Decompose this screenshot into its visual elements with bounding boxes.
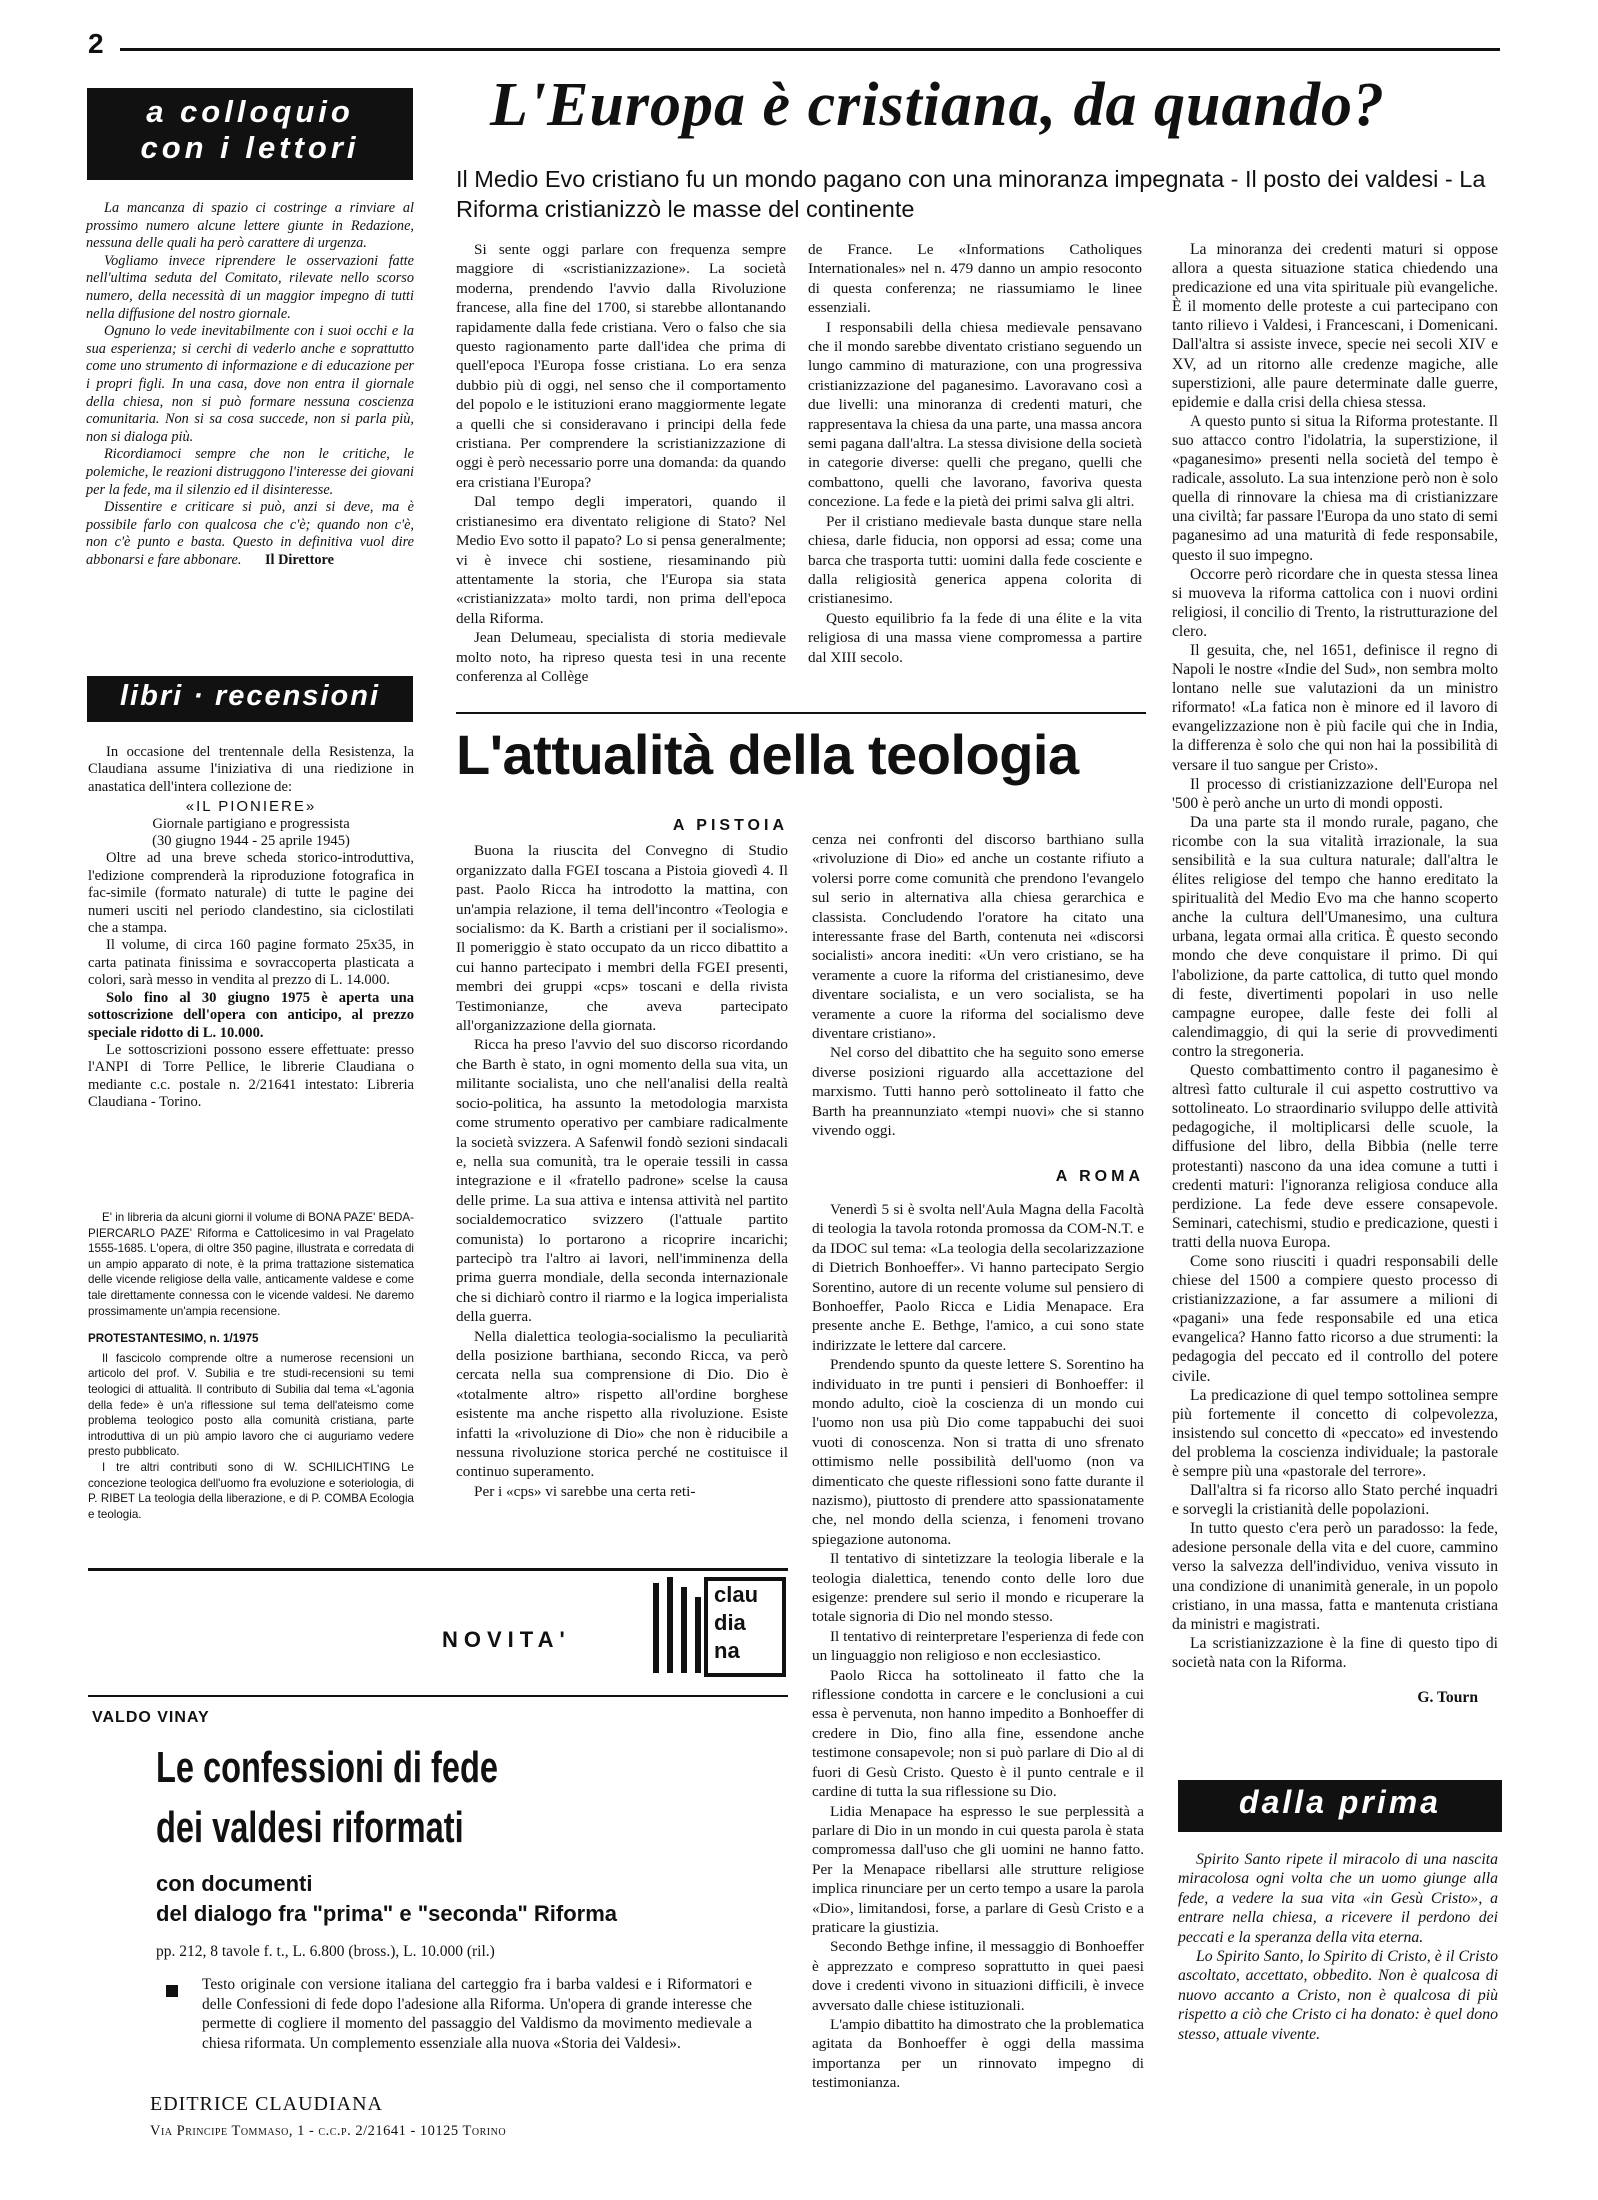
teologia-column-1 [456, 816, 788, 1501]
libri-paragraph: Il volume, di circa 160 pagine formato 25x35, in carta patinata finissima e sovraccoperta plasticata a colori, sarà messo in vendita al prezzo di L. 14.000. [88, 937, 414, 989]
europa-paragraph: Come sono riusciti i quadri responsabili delle chiese del 1500 a compiere questo processo di cristianizzazione, a far assumere a milioni di «pagani» una fede responsabile ed una etica evangelica? Hanno fatto ricorso a due strumenti: la pedagogia del peccato ed il controllo del potere civile. [1172, 1252, 1498, 1385]
teologia-paragraph: Lidia Menapace ha espresso le sue perplessità a parlare di Dio in un mondo in cui questa parola è stata compromessa dall'uso che gli uomini ne hanno fatto. Per la Menapace ribellarsi alle strutture religiose implica rinunciare per un certo tempo a usare la parola «Dio», limitandosi, forse, a parlare di Gesù Cristo e a praticare la giustizia. [812, 1802, 1144, 1936]
colloquio-paragraph: Vogliamo invece riprendere le osservazioni fatte nell'ultima seduta del Comitato, rilevate nello scorso numero, della necessità di un maggior impegno di tutti nella diffusione del nostro giornale. [86, 252, 414, 322]
colloquio-header-line2: con i lettori [140, 130, 360, 165]
claudiana-logo-line: clau [714, 1582, 759, 1607]
libri-header [87, 676, 413, 722]
europa-paragraph: Dal tempo degli imperatori, quando il cristianesimo era diventato religione di Stato? Nel Medio Evo sotto il papato? Lo si pensa generalmente; vi è invece chi sostiene, riesaminando più attentamente la storia, che l'Europa sia stata «cristianizzata» molto tardi, non prima dell'epoca della Riforma. [456, 493, 786, 627]
teologia-column-2 [812, 830, 1144, 2093]
advert-bullet [166, 1985, 178, 1997]
teologia-paragraph: cenza nei confronti del discorso barthiano sulla «rivoluzione di Dio» ed anche un costante rifiuto a volersi porre come comunità che prendono l'evangelo sul serio in alternativa alla chiesa gerarchica e classista. Concludendo l'oratore ha citato una interessante frase del Barth, contenuta nei «discorsi socialisti» ancora inediti: «Un vero cristiano, se ha veramente a cuore la riforma del cristianesimo, deve diventare socialista, e un vero socialista, se ha veramente a cuore la riforma del socialismo deve diventare cristiano». [812, 831, 1144, 1043]
teologia-headline: L'attualità della teologia [456, 723, 1079, 786]
libri-small-paragraph: I tre altri contributi sono di W. SCHILICHTING Le concezione teologica dell'uomo fra evoluzione e soteriologia, di P. RIBET La teologia della liberazione, e di P. COMBA Ecologia e teologia. [88, 1460, 414, 1521]
libri-paragraph: Le sottoscrizioni possono essere effettuate: presso l'ANPI di Torre Pellice, le librerie Claudiana o mediante c.c. postale n. 2/21641 intestato: Libreria Claudiana - Torino. [88, 1041, 414, 1111]
europa-paragraph: Questo equilibrio fa la fede di una élite e la vita religiosa di una massa viene compromessa a partire dal XIII secolo. [808, 609, 1142, 666]
colloquio-header [87, 88, 413, 180]
dalla-prima-body [1178, 1850, 1498, 2044]
colloquio-paragraph: La mancanza di spazio ci costringe a rinviare al prossimo numero alcune lettere giunte in Redazione, nessuna delle quali ha però carattere di urgenza. [86, 200, 414, 252]
advert-author: VALDO VINAY [92, 1709, 210, 1726]
claudiana-logo-line: dia [714, 1610, 746, 1635]
colloquio-paragraph: Ognuno lo vede inevitabilmente con i suoi occhi e la sua esperienza; si cerchi di vederlo anche e soprattutto come uno strumento di informazione e di educazione per i propri figli. In una casa, dove non entra il giornale della chiesa, non si può formare nessuna coscienza comunitaria. Non si sa cosa succede, non si parla più, non si dialoga più. [86, 323, 414, 445]
libri-small-paragraph: E' in libreria da alcuni giorni il volume di BONA PAZE' BEDA-PIERCARLO PAZE' Riforma e Cattolicesimo in val Pragelato 1555-1685. L'opera, di oltre 350 pagine, illustrata e corredata di un ampio apparato di note, è la prima trattazione sistematica delle vicende religiose della valle, anticamente valdese e come tale direttamente connessa con le vicende valdesi. Ne daremo prossimamente un'ampia recensione. [88, 1211, 414, 1318]
teologia-paragraph: Nel corso del dibattito che ha seguito sono emerse diverse posizioni riguardo alla accettazione del marxismo. Tutti hanno però sottolineato il fatto che Barth ha preannunziato «tempi nuovi» che si stanno vivendo oggi. [812, 1044, 1144, 1140]
europa-headline: L'Europa è cristiana, da quando? [490, 71, 1385, 139]
teologia-paragraph: Ricca ha preso l'avvio del suo discorso ricordando che Barth è stato, in ogni momento della sua vita, un militante socialista, uno che nell'analisi della realtà socio-politica, ha assunto la metodologia marxista come strumento operativo per cambiare radicalmente la società svizzera. A Safenwil fondò sezioni sindacali e, nella sua comunità, tra le operaie tessili in cassa integrazione e il «fratello padrone» scelse la causa delle prime. La sua attiva e intensa attività nel partito socialdemocratico svizzero (l'attuale partito comunista) lo portarono a ricoprire incarichi; partecipò tra l'altro ai lavori, nell'imminenza della prima guerra mondiale, della seconda internazionale che si dichiarò contro il riarmo e la logica imperialista della guerra. [456, 1036, 788, 1326]
roma-heading: A ROMA [1055, 1167, 1144, 1185]
advert-title-line1: Le confessioni di fede [156, 1743, 498, 1792]
colloquio-paragraph: Ricordiamoci sempre che non le critiche, le polemiche, le reazioni distruggono l'interesse dei giovani per la fede, ma il silenzio ed il disinteresse. [86, 446, 414, 498]
europa-paragraph: Da una parte sta il mondo rurale, pagano, che ricombe con la sua vitalità irrazionale, la sua sensibilità e la sua cultura naturale; dall'altra le élites religiose del tempo che hanno ereditato la spiritualità del Medio Evo ma che hanno scoperto anche la cultura dell'Umanesimo, una cultura urbana, legata ormai alla critica. È questo secondo mondo che deve conquistare il primo. Di qui l'abolizione, da parte cattolica, di tutto quel mondo di feste, divertimenti popolari in uso nelle campagne europee, dalle feste dei folli al calendimaggio, di qui la serie di provvedimenti contro la stregoneria. [1172, 813, 1498, 1060]
libri-pioniere-title: «IL PIONIERE» [185, 798, 317, 816]
europa-paragraph: La predicazione di quel tempo sottolinea sempre più fortemente il concetto di colpevolezza, insistendo sul concetto di «peccato» ed investendo del problema la coscienza individuale; la pastorale è sempre più una «pastorale del terrore». [1172, 1386, 1498, 1480]
libri-pioniere-dates: (30 giugno 1944 - 25 aprile 1945) [152, 833, 350, 850]
top-rule [120, 48, 1500, 51]
teologia-paragraph: Il tentativo di sintetizzare la teologia liberale e la teologia dialettica, tenendo conto delle loro due esigenze: prendere sul serio il mondo e ricuperare la totale signoria di Dio nel mondo stesso. [812, 1550, 1144, 1626]
advert-title-line2: dei valdesi riformati [156, 1803, 464, 1852]
page-number: 2 [88, 28, 104, 59]
europa-subhead: Il Medio Evo cristiano fu un mondo pagano con una minoranza impegnata - Il posto dei valdesi - La Riforma cristianizzò le masse del continente [456, 166, 1486, 222]
dalla-prima-header-text: dalla prima [1239, 1784, 1441, 1820]
teologia-paragraph: Buona la riuscita del Convegno di Studio organizzato dalla FGEI toscana a Pistoia giovedì 4. Il past. Paolo Ricca ha introdotto la mattina, con un'ampia relazione, il tema dell'incontro «Teologia e socialismo: da K. Barth a cristiani per il socialismo». Il pomeriggio è stato occupato da un ricco dibattito a cui hanno partecipato i membri della FGEI presenti, membri dei gruppi «cps» toscani e della rivista Testimonianze, che aveva partecipato all'organizzazione della giornata. [456, 842, 788, 1035]
europa-column-1 [456, 240, 786, 686]
europa-paragraph: I responsabili della chiesa medievale pensavano che il mondo sarebbe diventato cristiano seguendo un lungo cammino di maturazione, con una progressiva cristianizzazione del paganesimo. Lavoravano così a due livelli: una minoranza di credenti maturi, che rappresentava la chiesa da una parte, una massa ancora semi pagana dall'altra. La stessa divisione della società in categorie diverse: quelli che pregano, quelli che combattono, quelli che lavorano, favoriva questa concezione. La fede e la pietà dei primi salva gli altri. [808, 318, 1142, 511]
advert-subtitle-line2: del dialogo fra "prima" e "seconda" Riforma [156, 1901, 618, 1926]
dalla-prima-paragraph: Spirito Santo ripete il miracolo di una nascita miracolosa ogni volta che un uomo giunge alla fede, a vedere la sua vita «in Gesù Cristo», a entrare nella chiesa, a ricevere il perdono dei peccati e la speranza della vita eterna. [1178, 1851, 1498, 1946]
advert-specs: pp. 212, 8 tavole f. t., L. 6.800 (bross.), L. 10.000 (ril.) [156, 1943, 495, 1960]
europa-paragraph: Questo combattimento contro il paganesimo è altresì fatto culturale il cui aspetto costruttivo va sottolineato. Lo straordinario sviluppo delle attività pedagogiche, il moltiplicarsi delle scuole, la diffusione del libro, della Bibbia (nelle terre protestanti) nascono da una idea comune a tutti i credenti maturi: l'ignoranza religiosa conduce alla perdizione. La fede deve essere consapevole. Seminari, catechismi, studio e predicazione, questi i tratti della nuova Europa. [1172, 1062, 1498, 1251]
advert-rule [88, 1695, 788, 1697]
wheat-icon [648, 1577, 704, 1677]
europa-paragraph: de France. Le «Informations Catholiques Internationales» nel n. 479 danno un ampio resoconto di questa conferenza; ne riassumiamo le linee essenziali. [808, 241, 1142, 317]
claudiana-logo [648, 1577, 788, 1677]
europa-paragraph: Jean Delumeau, specialista di storia medievale molto noto, ha ripreso questa tesi in una recente conferenza al Collège [456, 629, 786, 685]
pistoia-heading: A PISTOIA [672, 817, 788, 834]
europa-paragraph: Dall'altra si fa ricorso allo Stato perché inquadri e sorvegli la cristianità delle popolazioni. [1172, 1482, 1498, 1519]
libri-paragraph: In occasione del trentennale della Resistenza, la Claudiana assume l'iniziativa di una riedizione in anastatica dell'intera collezione de: [88, 744, 414, 795]
advert-publisher: EDITRICE CLAUDIANA [150, 2093, 383, 2115]
claudiana-logo-line: na [714, 1638, 740, 1663]
novita-label: NOVITA' [442, 1627, 571, 1652]
colloquio-paragraph [86, 499, 414, 569]
teologia-paragraph: Paolo Ricca ha sottolineato il fatto che la riflessione condotta in carcere e le conclusioni a cui essa è pervenuta, non hanno impedito a Bonhoeffer di credere in Dio, fino alla fine, essendone anche testimone consapevole; non si può parlare di Dio al di fuori di Gesù Cristo. Questo è il punto centrale e il cardine di tutta la sua riflessione su Dio. [812, 1666, 1144, 1801]
teologia-paragraph: Il tentativo di reinterpretare l'esperienza di fede con un linguaggio non religioso e non ecclesiastico. [812, 1627, 1144, 1665]
libri-small-notes [88, 1210, 414, 1522]
europa-paragraph: Il processo di cristianizzazione dell'Europa nel '500 è però anche un urto di mondi opposti. [1172, 775, 1498, 812]
dalla-prima-header [1178, 1780, 1502, 1832]
europa-paragraph: Occorre però ricordare che in questa stessa linea si muoveva la riforma cattolica con i nuovi ordini religiosi, il concilio di Trento, la ristrutturazione del clero. [1172, 565, 1498, 640]
libri-body [88, 744, 414, 1112]
advert-blurb: Testo originale con versione italiana del carteggio fra i barba valdesi e i Riformatori e delle Confessioni di fede dopo l'adesione alla Riforma. Un'opera di grande interesse che permette di cogliere il momento del passaggio del Valdismo da movimento medievale a chiesa riformata. Un complemento essenziale alla nuova «Storia dei Valdesi». [202, 1976, 752, 2052]
europa-paragraph: La minoranza dei credenti maturi si oppose allora a questa situazione statica chiedendo una predicazione ed una vita spirituale più evangeliche. È il momento delle proteste a cui partecipano con tanto rilievo i Valdesi, i Francescani, i Domenicani. Dall'altra si assiste invece, specie nei secoli XIV e XV, ad un ritorno alle credenze magiche, alle superstizioni, alle paure determinate dalle guerre, epidemie e dalla crisi della chiesa stessa. [1172, 241, 1498, 411]
europa-signature: G. Tourn [1417, 1689, 1478, 1707]
claudiana-logo-text [704, 1577, 786, 1677]
teologia-paragraph: Prendendo spunto da queste lettere S. Sorentino ha individuato in tre punti i pensieri di Bonhoeffer: il mondo adulto, cioè la coscienza di un mondo cui l'uomo non usa più Dio come tappabuchi dei suoi vuoti di conoscenza. Non si tratta di uno sfrenato ottimismo nelle possibilità dell'uomo (non va dimenticato che queste riflessioni sono fatte durante il nazismo), piuttosto di prendere atto spassionatamente che, nel mondo della scienza, i fenomeni trovano spiegazione autonoma. [812, 1356, 1144, 1548]
teologia-paragraph: Secondo Bethge infine, il messaggio di Bonhoeffer è apprezzato e compreso soprattutto in quei paesi dove i credenti vivono in situazioni difficili, è invece avversato dalle chiese istituzionali. [812, 1938, 1144, 2014]
teologia-paragraph: L'ampio dibattito ha dimostrato che la problematica agitata da Bonhoeffer è oggi della massima importanza per un rinnovato impegno di testimonianza. [812, 2015, 1144, 2092]
europa-paragraph: In tutto questo c'era però un paradosso: la fede, adesione personale della vita e del cuore, cammino verso la salvezza dell'individuo, veniva vissuto in una condizione di unanimità generale, in un popolo cristiano, in una massa, fatta e mantenuta cristiana da ministri e magistrati. [1172, 1520, 1498, 1633]
colloquio-header-line1: a colloquio [146, 94, 354, 129]
europa-column-3 [1172, 240, 1498, 1707]
europa-paragraph: Si sente oggi parlare con frequenza sempre maggiore di «scristianizzazione». La società moderna, prendendo l'avvio dalla Rivoluzione francese, alla fine del 1700, si starebbe allontanando rapidamente dalla fede cristiana. Vero o falso che sia questo ragionamento parte dall'idea che prima di quell'epoca l'Europa fosse cristiana. Lo era senza dubbio più di oggi, nel senso che il comportamento del popolo e le istituzioni erano maggiormente legate a quelli che si consideravano i principi della fede cristiana. Per comprendere la scristianizzazione di oggi è però necessario porre una domanda: da quando era cristiana l'Europa? [456, 241, 786, 491]
libri-header-text: libri · recensioni [120, 680, 380, 712]
europa-paragraph: La scristianizzazione è la fine di questo tipo di società nata con la Riforma. [1172, 1634, 1498, 1671]
libri-small-paragraph: Il fascicolo comprende oltre a numerose recensioni un articolo del prof. V. Subilia e tre studi-recensioni su temi teologici di attualità. Il contributo di Subilia dal tema «L'agonia della fede» è un'a riflessione sul tema dell'ateismo come problema teologico posto alla comunità cristiana, parte introduttiva di un più ampio lavoro che ci auguriamo vedere presto pubblicato. [88, 1351, 414, 1459]
colloquio-signature: Il Direttore [264, 551, 334, 568]
protestantesimo-heading: PROTESTANTESIMO, n. 1/1975 [88, 1332, 259, 1346]
europa-paragraph: A questo punto si situa la Riforma protestante. Il suo attacco contro l'idolatria, la superstizione, il «paganesimo» presenti nella società del tempo è radicale, assoluto. La sua intenzione però non è solo quella di rinnovare la chiesa ma di cristianizzare una civiltà; far passare l'Europa da uno stato di semi paganesimo ad una maturità di fede responsabile, questo il suo impegno. [1172, 412, 1498, 564]
colloquio-body [86, 200, 414, 569]
libri-pioniere-subtitle: Giornale partigiano e progressista [152, 815, 350, 832]
section-rule [456, 712, 1146, 714]
libri-paragraph: Oltre ad una breve scheda storico-introduttiva, l'edizione comprenderà la riproduzione fotografica in fac-simile (formato naturale) di tutte le pagine dei numeri usciti nel periodo clandestino, sia ciclostilati che a stampa. [88, 850, 414, 937]
colloquio-paragraph-text: Dissentire e criticare si può, anzi si deve, ma è possibile farlo con qualcosa che c'è; quando non c'è, non c'è punto e basta. Questo in definitiva vuol dire abbonarsi e fare abbonare. [86, 499, 414, 568]
teologia-paragraph: Venerdì 5 si è svolta nell'Aula Magna della Facoltà di teologia la tavola rotonda promossa da COM-N.T. e da IDOC sul tema: «La teologia della secolarizzazione di Dietrich Bonhoeffer». Vi hanno partecipato Sergio Sorentino, autore di un recente volume sul pensiero di Bonhoeffer, Paolo Ricca e Lidia Menapace. Era presente anche E. Bethge, l'amico, a cui sono state indirizzate le lettere dal carcere. [812, 1200, 1144, 1354]
europa-paragraph: Per il cristiano medievale basta dunque stare nella chiesa, darle fiducia, non opporsi ad essa; come una barca che trasporta tutti: uomini dalla fede cosciente e dalla religiosità generica appena colorita di cristianesimo. [808, 512, 1142, 608]
claudiana-advert [88, 1568, 788, 2151]
dalla-prima-paragraph: Lo Spirito Santo, lo Spirito di Cristo, è il Cristo ascoltato, accettato, obbedito. Non è qualcosa di nuovo accanto a Cristo, non è qualcosa di più rispetto a ciò che Cristo ci ha donato: è quel dono stesso, attuale vivente. [1178, 1948, 1498, 2043]
libri-paragraph: Solo fino al 30 giugno 1975 è aperta una sottoscrizione dell'opera con anticipo, al prezzo speciale ridotto di L. 10.000. [88, 989, 414, 1041]
advert-subtitle-line1: con documenti [156, 1871, 313, 1896]
teologia-paragraph: Per i «cps» vi sarebbe una certa reti- [474, 1482, 696, 1500]
europa-column-2 [808, 240, 1142, 667]
teologia-paragraph: Nella dialettica teologia-socialismo la peculiarità della posizione barthiana, secondo Ricca, va però cercata nella sua comprensione di Dio. Dio è «totalmente altro» rispetto all'ordine borghese esistente ma anche rispetto alla rivoluzione. Esiste infatti la «rivoluzione di Dio» che non è riducibile a nessuna rivoluzione storica perché ne costituisce il continuo superamento. [456, 1327, 788, 1481]
advert-address: Via Principe Tommaso, 1 - c.c.p. 2/21641 - 10125 Torino [150, 2123, 507, 2139]
europa-paragraph: Il gesuita, che, nel 1651, definisce il regno di Napoli le nostre «Indie del Sud», non sembra molto lontano nelle sue valutazioni da un ministro riformato! «La fatica non è minore ed il lavoro di evangelizzazione non è più facile qui che in India, la differenza è solo che qui non hai la possibilità di versare il tuo sangue per Cristo». [1172, 641, 1498, 774]
